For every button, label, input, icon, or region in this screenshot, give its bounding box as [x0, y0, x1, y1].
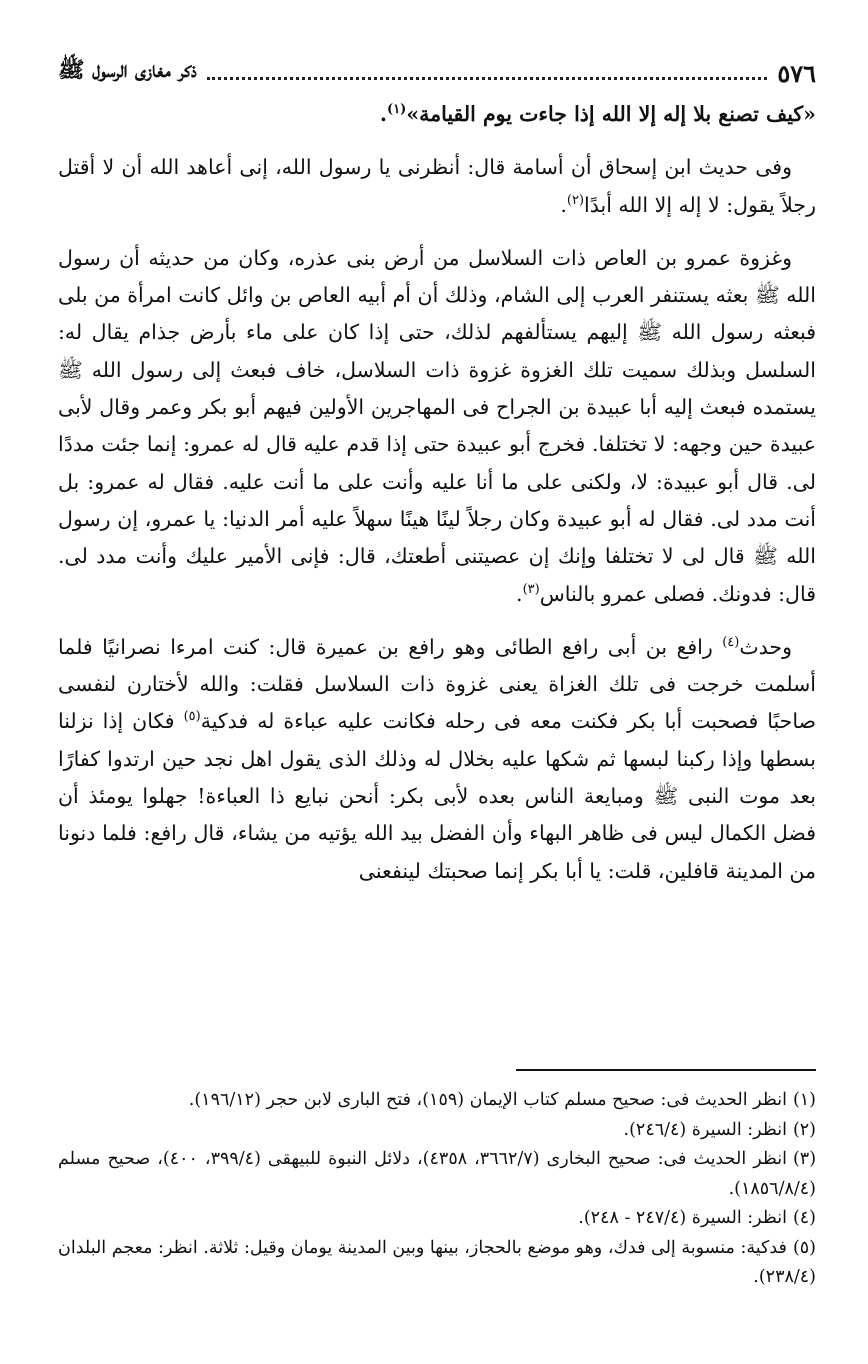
- paragraph-tail: .: [379, 102, 388, 126]
- paragraph-text: «كيف تصنع بلا إله إلا الله إذا جاءت يوم القيامة»: [406, 102, 816, 126]
- footnote-ref: (٥): [183, 709, 201, 725]
- paragraph: [58, 96, 816, 133]
- page-number: ٥٧٦: [777, 59, 816, 88]
- footnote-text: انظر الحديث فى: صحيح مسلم كتاب الإيمان (١٥٩)، فتح البارى لابن حجر (١٩٦/١٢).: [188, 1090, 787, 1110]
- page-header: [58, 50, 816, 88]
- paragraph-text: فكان إذا نزلنا بسطها وإذا ركبنا لبسها ثم شكها عليه بخلال له وذلك الذى يقول اهل نجد حين ارتدوا كفارًا بعد موت النبى ﷺ ومبايعة الناس بعده لأبى بكر: أنحن نبايع ذا العباءة! جهلوا يومئذ أن فضل الكمال ليس فى ظاهر البهاء وأن الفضل بيد الله يؤتيه من يشاء، قال رافع: فلما دنونا من المدينة قافلين، قلت: يا أبا بكر إنما صحبتك لينفعنى: [58, 709, 816, 883]
- footnote: [58, 1145, 816, 1204]
- footnote: [58, 1234, 816, 1293]
- main-text: [58, 96, 816, 906]
- paragraph-text: رافع بن أبى رافع الطائى وهو رافع بن عميرة قال: كنت امرءا نصرانيًا فلما أسلمت خرجت فى تلك الغزاة يعنى غزوة ذات السلاسل فقلت: والله لأختارن لنفسى صاحبًا فصحبت أبا بكر فكنت معه فى رحله فكانت عليه عباءة له فدكية: [58, 634, 817, 734]
- footnotes: [58, 1086, 816, 1293]
- footnote-text: انظر الحديث فى: صحيح البخارى (٣٦٦٢/٧، ٤٣٥٨)، دلائل النبوة للبيهقى (٣٩٩/٤، ٤٠٠)، صحيح مسلم (١٨٥٦/٨/٤).: [58, 1149, 816, 1199]
- footnote-number: (٥): [792, 1237, 816, 1258]
- footnote-number: (٢): [792, 1119, 816, 1140]
- footnote: [58, 1204, 816, 1234]
- running-title: ذكر مغازى الرسول ﷺ: [58, 57, 197, 83]
- paragraph-text: وغزوة عمرو بن العاص ذات السلاسل من أرض بنى عذره، وكان من حديثه أن رسول الله ﷺ بعثه يستنفر العرب إلى الشام، وذلك أن أم أبيه العاص بن وائل كانت امرأة من بلى فبعثه رسول الله ﷺ إليهم يستألفهم لذلك، حتى إذا كان على ماء بأرض جذام يقال له: السلسل وبذلك سميت تلك الغزوة غزوة ذات السلاسل، خاف فبعث إلى رسول الله ﷺ يستمده فبعث إليه أبا عبيدة بن الجراح فى المهاجرين الأولين فيهم أبو بكر وعمر وقال لأبى عبيدة حين وجهه: لا تختلفا. فخرج أبو عبيدة حتى إذا قدم عليه قال له عمرو: إنما جئت مددًا لى. قال أبو عبيدة: لا، ولكنى على ما أنا عليه وأنت على ما أنت عليه. فقال له عمرو: بل أنت مدد لى. فقال له أبو عبيدة وكان رجلاً لينًا هينًا سهلاً عليه أمر الدنيا: يا عمرو، إن رسول الله ﷺ قال لى لا تختلفا وإنك إن عصيتنى أطعتك، قال: فإنى الأمير عليك وأنت مدد لى. قال: فدونك. فصلى عمرو بالناس: [58, 245, 816, 606]
- footnote-text: انظر: السيرة (٢٤٦/٤).: [623, 1119, 787, 1140]
- footnote-ref: (١): [387, 102, 407, 118]
- footnote-ref: (٣): [522, 581, 540, 597]
- footnote: [58, 1116, 816, 1146]
- paragraph: [58, 149, 816, 224]
- footnote-ref: (٤): [722, 635, 740, 651]
- paragraph-text: وفى حديث ابن إسحاق أن أسامة قال: أنظرنى يا رسول الله، إنى أعاهد الله أن لا أقتل رجلاً يقول: لا إله إلا الله أبدًا: [58, 155, 816, 217]
- footnote-number: (٤): [792, 1208, 816, 1228]
- footnote-ref: (٢): [566, 192, 585, 208]
- footnote-text: انظر: السيرة (٢٤٧/٤ - ٢٤٨).: [578, 1208, 787, 1228]
- paragraph-tail: .: [560, 192, 567, 217]
- footnote-text: فدكية: منسوبة إلى فدك، وهو موضع بالحجاز، بينها وبين المدينة يومان وقيل: ثلاثة. انظر: معجم البلدان (٢٣٨/٤).: [58, 1237, 816, 1287]
- footnote-separator: [516, 1069, 816, 1071]
- footnote: [58, 1086, 816, 1116]
- footnote-number: (١): [792, 1090, 816, 1110]
- paragraph-tail: .: [516, 581, 523, 606]
- paragraph: [58, 240, 816, 613]
- paragraph: [58, 629, 816, 890]
- footnote-number: (٣): [792, 1149, 817, 1169]
- paragraph-lead: وحدث: [739, 634, 792, 659]
- dotted-leader: [207, 77, 768, 80]
